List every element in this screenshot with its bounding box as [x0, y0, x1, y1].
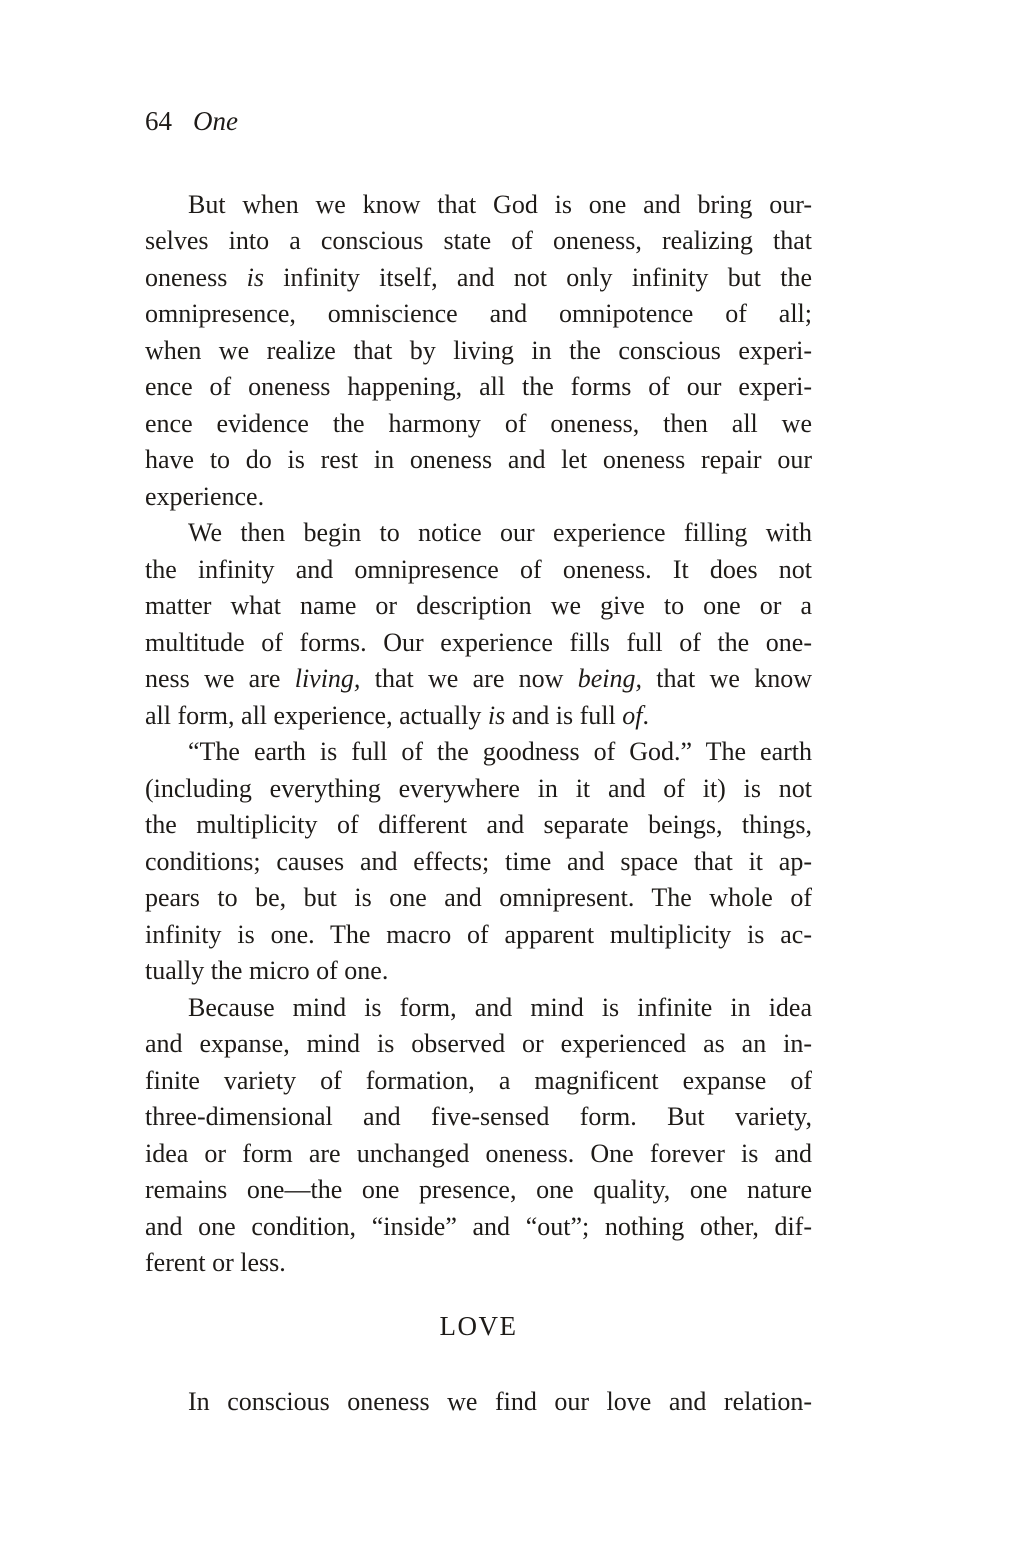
text-run: ence of oneness happening, all the forms of our experi- — [145, 372, 812, 401]
text-run: matter what name or description we give to one or a — [145, 591, 812, 620]
italic-text-run: of — [622, 700, 643, 730]
text-line — [145, 917, 812, 954]
text-run: omnipresence, omniscience and omnipotence of all; — [145, 299, 812, 328]
text-run: experience. — [145, 481, 265, 511]
text-run: when we realize that by living in the conscious experi- — [145, 335, 812, 365]
paragraphs-after-heading — [145, 1384, 812, 1421]
paragraph — [145, 187, 812, 516]
text-run: all form, all experience, actually — [145, 700, 488, 730]
text-line — [145, 734, 812, 771]
text-run: conditions; causes and effects; time and space that it ap- — [145, 846, 812, 876]
text-run: have to do is rest in oneness and let oneness repair our — [145, 445, 812, 474]
text-run: “The earth is full of the goodness of God.” The earth — [188, 737, 812, 766]
page-number: 64 — [145, 106, 172, 136]
text-run: and one condition, “inside” and “out”; nothing other, dif- — [145, 1211, 812, 1241]
text-run: In conscious oneness we find our love and relation- — [188, 1387, 812, 1416]
text-line — [145, 515, 812, 552]
text-line — [145, 661, 812, 698]
text-run: We then begin to notice our experience filling with — [188, 518, 812, 547]
paragraph — [145, 990, 812, 1282]
text-line — [145, 1136, 812, 1173]
text-run: oneness — [145, 262, 247, 292]
text-run: But when we know that God is one and bring our- — [188, 189, 812, 219]
text-line — [145, 990, 812, 1027]
running-title: One — [193, 106, 238, 136]
text-line — [145, 698, 812, 735]
text-run: that we know — [642, 664, 812, 693]
italic-text-run: is — [487, 700, 506, 730]
paragraph — [145, 515, 812, 734]
text-run: infinity is one. The macro of apparent multiplicity is ac- — [145, 919, 812, 949]
body-text — [145, 187, 812, 1421]
text-run: pears to be, but is one and omnipresent. The whole of — [145, 883, 812, 912]
text-line — [145, 260, 812, 297]
italic-text-run: being, — [577, 664, 642, 693]
text-run: that we are now — [360, 664, 578, 693]
text-run: and is full — [505, 700, 623, 730]
text-line — [145, 1384, 812, 1421]
text-line — [145, 1172, 812, 1209]
text-run: idea or form are unchanged oneness. One forever is and — [145, 1138, 812, 1168]
text-run: ness we are — [145, 664, 295, 693]
italic-text-run: living, — [294, 664, 361, 693]
text-line — [145, 1209, 812, 1246]
text-line — [145, 223, 812, 260]
text-run: the infinity and omnipresence of oneness. It does not — [145, 554, 812, 584]
italic-text-run: is — [246, 262, 264, 292]
text-run: tually the micro of one. — [145, 956, 389, 985]
text-run: (including everything everywhere in it and of it) is not — [145, 773, 812, 803]
text-line — [145, 1099, 812, 1136]
paragraph — [145, 1384, 812, 1421]
text-run: infinity itself, and not only infinity but the — [263, 262, 812, 292]
text-line — [145, 1063, 812, 1100]
text-line — [145, 406, 812, 443]
text-run: the multiplicity of different and separate beings, things, — [145, 810, 812, 839]
text-line — [145, 844, 812, 881]
text-line — [145, 1245, 812, 1282]
text-line — [145, 479, 812, 516]
text-run: ence evidence the harmony of oneness, then all we — [145, 408, 812, 438]
text-line — [145, 187, 812, 224]
text-run: Because mind is form, and mind is infinite in idea — [188, 992, 812, 1022]
page-header — [145, 103, 812, 140]
paragraph — [145, 734, 812, 990]
paragraphs-before-heading — [145, 187, 812, 1282]
text-run: multitude of forms. Our experience fills full of the one- — [145, 627, 812, 657]
text-line — [145, 333, 812, 370]
text-line — [145, 880, 812, 917]
text-run: finite variety of formation, a magnificent expanse of — [145, 1065, 812, 1095]
text-run: remains one—the one presence, one quality, one nature — [145, 1175, 812, 1204]
text-run: ferent or less. — [145, 1248, 286, 1277]
text-line — [145, 552, 812, 589]
text-line — [145, 296, 812, 333]
text-run: and expanse, mind is observed or experienced as an in- — [145, 1029, 812, 1058]
text-line — [145, 771, 812, 808]
text-line — [145, 1026, 812, 1063]
text-line — [145, 807, 812, 844]
text-line — [145, 953, 812, 990]
section-heading: LOVE — [439, 1310, 518, 1341]
text-line — [145, 442, 812, 479]
text-line — [145, 625, 812, 662]
text-run: selves into a conscious state of oneness, realizing that — [145, 226, 812, 255]
text-run: . — [642, 700, 649, 730]
text-run: three-dimensional and five-sensed form. But variety, — [145, 1102, 812, 1131]
text-line — [145, 369, 812, 406]
text-line — [145, 588, 812, 625]
